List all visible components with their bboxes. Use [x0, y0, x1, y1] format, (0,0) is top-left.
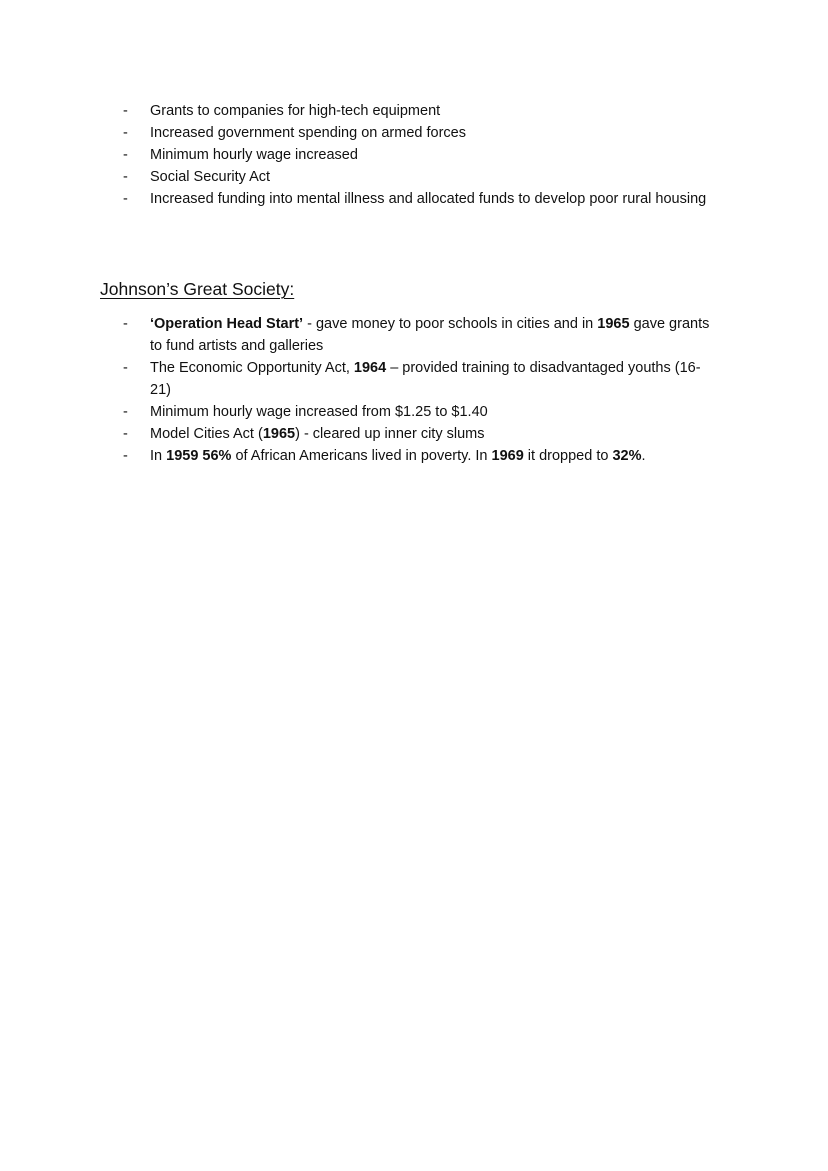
text-fragment: In: [150, 448, 167, 464]
list-item: [0, 423, 710, 445]
text-fragment: of African Americans lived in poverty. In: [231, 448, 492, 464]
bullet-dash: -: [123, 169, 128, 185]
list-item: [0, 166, 710, 188]
year: 1959: [166, 448, 199, 464]
list-item-text: Increased funding into mental illness and allocated funds to develop poor rural housing: [150, 191, 707, 207]
text-fragment: it dropped to: [523, 448, 613, 464]
list-item: [0, 445, 710, 467]
bullet-dash: -: [123, 448, 128, 464]
text-fragment: – provided training to disadvantaged youths (16-21): [150, 360, 701, 398]
percentage: 56%: [202, 448, 232, 464]
bullet-dash: -: [123, 147, 128, 163]
johnson-bullet-list: [0, 313, 828, 467]
year: 1965: [262, 426, 296, 442]
text-fragment: - gave money to poor schools in cities and in: [303, 316, 598, 332]
bullet-dash: -: [123, 404, 128, 420]
list-item-text: Minimum hourly wage increased: [150, 147, 358, 163]
section-heading: Johnson’s Great Society:: [100, 279, 295, 299]
bullet-dash: -: [123, 360, 128, 376]
list-item-text: Minimum hourly wage increased from $1.25 to $1.40: [150, 404, 488, 420]
list-item-text: Increased government spending on armed forces: [150, 125, 466, 141]
text-fragment: The Economic Opportunity Act,: [150, 360, 354, 376]
list-item: [0, 401, 710, 423]
list-item: [0, 100, 710, 122]
year: 1969: [491, 448, 524, 464]
list-item-text: Social Security Act: [150, 169, 271, 185]
percentage: 32%: [612, 448, 642, 464]
year: 1964: [353, 360, 387, 376]
program-name: ‘Operation Head Start’: [150, 316, 304, 332]
list-item: [0, 122, 710, 144]
top-bullet-list: [0, 100, 828, 210]
list-item: [0, 188, 710, 210]
list-item: [0, 313, 710, 357]
text-fragment: Model Cities Act (: [150, 426, 263, 442]
bullet-dash: -: [123, 426, 128, 442]
list-item-text: Grants to companies for high-tech equipment: [150, 103, 441, 119]
bullet-dash: -: [123, 103, 128, 119]
text-fragment: gave grants to fund artists and galleries: [150, 316, 710, 354]
list-item: [0, 144, 710, 166]
list-item: [0, 357, 710, 401]
bullet-dash: -: [123, 125, 128, 141]
bullet-dash: -: [123, 316, 128, 332]
text-fragment: .: [641, 448, 646, 464]
bullet-dash: -: [123, 191, 128, 207]
year: 1965: [597, 316, 630, 332]
text-fragment: ) - cleared up inner city slums: [295, 426, 485, 442]
